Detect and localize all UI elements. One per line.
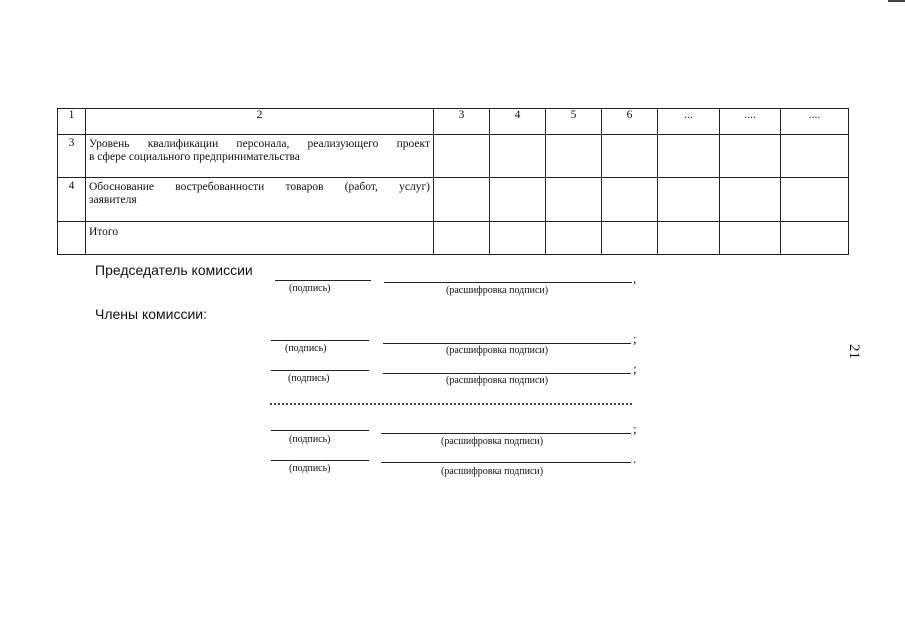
table-row xyxy=(58,135,849,178)
criterion-line: Уровень квалификации персонала, реализующего проект xyxy=(89,138,430,150)
criterion-line: в сфере социального предпринимательства xyxy=(89,151,300,163)
table-row xyxy=(58,178,849,222)
score-cell xyxy=(434,135,490,178)
signature-line xyxy=(271,460,369,461)
header-cell: 2 xyxy=(86,109,434,135)
signature-line xyxy=(271,370,369,371)
score-cell xyxy=(720,135,781,178)
score-cell xyxy=(546,178,602,222)
decoding-caption: (расшифровка подписи) xyxy=(441,436,544,447)
header-cell: .... xyxy=(720,109,781,135)
signature-line xyxy=(271,430,369,431)
score-cell xyxy=(434,178,490,222)
score-cell xyxy=(490,178,546,222)
corner-mark xyxy=(888,0,905,2)
signature-line xyxy=(271,340,369,341)
signature-caption: (подпись) xyxy=(289,283,331,294)
criterion-line: Обоснование востребованности товаров (работ, услуг) xyxy=(89,181,430,193)
chairman-title: Председатель комиссии xyxy=(95,262,253,278)
score-cell xyxy=(434,222,490,255)
signature-caption: (подпись) xyxy=(285,343,327,354)
line-end-punctuation: , xyxy=(633,271,637,286)
line-end-punctuation: . xyxy=(633,451,637,466)
score-cell xyxy=(720,222,781,255)
table-header-row xyxy=(58,109,849,135)
total-label: Итого xyxy=(86,222,434,255)
line-end-punctuation: ; xyxy=(633,421,637,436)
score-cell xyxy=(781,178,849,222)
line-end-punctuation: ; xyxy=(633,331,637,346)
header-cell: 1 xyxy=(58,109,86,135)
criterion-text xyxy=(86,178,434,222)
decoding-line xyxy=(381,433,631,434)
decoding-caption: (расшифровка подписи) xyxy=(441,466,544,477)
score-cell xyxy=(781,222,849,255)
criterion-line: заявителя xyxy=(89,194,137,206)
header-cell: 5 xyxy=(546,109,602,135)
decoding-line xyxy=(383,373,631,374)
row-number: 4 xyxy=(58,178,86,222)
signature-line xyxy=(275,280,371,281)
decoding-caption: (расшифровка подписи) xyxy=(446,375,549,386)
signature-caption: (подпись) xyxy=(289,463,331,474)
header-cell: 6 xyxy=(602,109,658,135)
score-cell xyxy=(658,178,720,222)
header-cell: 3 xyxy=(434,109,490,135)
score-cell xyxy=(490,135,546,178)
score-cell xyxy=(546,222,602,255)
row-number: 3 xyxy=(58,135,86,178)
decoding-caption: (расшифровка подписи) xyxy=(446,285,549,296)
decoding-line xyxy=(384,282,632,283)
score-cell xyxy=(658,222,720,255)
score-cell xyxy=(658,135,720,178)
line-end-punctuation: ; xyxy=(633,361,637,376)
page-number: 21 xyxy=(846,344,862,359)
score-cell xyxy=(602,178,658,222)
score-cell xyxy=(602,222,658,255)
table-row-total xyxy=(58,222,849,255)
score-cell xyxy=(781,135,849,178)
score-cell xyxy=(720,178,781,222)
score-cell xyxy=(546,135,602,178)
criterion-text xyxy=(86,135,434,178)
header-cell: .... xyxy=(781,109,849,135)
members-title: Члены комиссии: xyxy=(95,306,208,322)
score-cell xyxy=(490,222,546,255)
dotted-separator xyxy=(270,403,632,409)
header-cell: 4 xyxy=(490,109,546,135)
header-cell: ... xyxy=(658,109,720,135)
decoding-line xyxy=(383,343,631,344)
decoding-caption: (расшифровка подписи) xyxy=(446,345,549,356)
signature-caption: (подпись) xyxy=(289,434,331,445)
signature-caption: (подпись) xyxy=(288,373,330,384)
score-cell xyxy=(602,135,658,178)
decoding-line xyxy=(381,462,631,463)
row-number xyxy=(58,222,86,255)
evaluation-table xyxy=(57,108,849,255)
